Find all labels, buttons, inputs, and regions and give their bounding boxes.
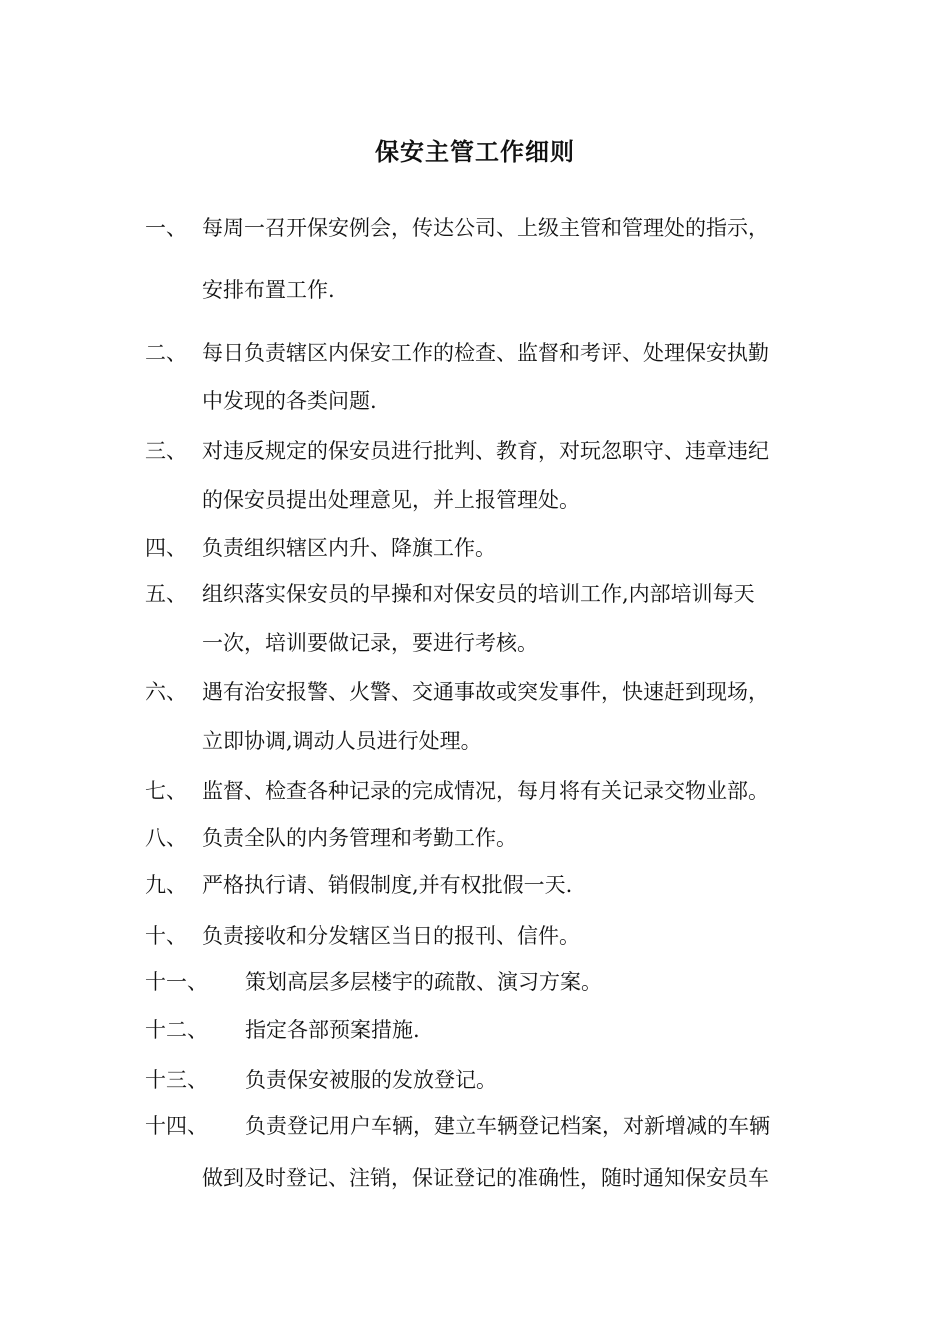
item-number: 二、 — [145, 341, 187, 365]
item-number: 十四、 — [145, 1114, 208, 1138]
item-text-line: 组织落实保安员的早操和对保安员的培训工作,内部培训每天 — [202, 582, 755, 606]
item-number: 六、 — [145, 680, 187, 704]
item-text-line: 做到及时登记、注销，保证登记的准确性，随时通知保安员车 — [202, 1166, 769, 1190]
item-text-line: 负责保安被服的发放登记。 — [245, 1068, 497, 1092]
item-number: 十三、 — [145, 1068, 208, 1092]
item-text-line: 负责全队的内务管理和考勤工作。 — [202, 826, 517, 850]
item-text-line: 对违反规定的保安员进行批判、教育，对玩忽职守、违章违纪 — [202, 439, 769, 463]
item-number: 三、 — [145, 439, 187, 463]
item-text-line: 监督、检查各种记录的完成情况，每月将有关记录交物业部。 — [202, 779, 769, 803]
item-number: 五、 — [145, 582, 187, 606]
item-text-line: 严格执行请、销假制度,并有权批假一天. — [202, 873, 573, 897]
item-text-line: 立即协调,调动人员进行处理。 — [202, 729, 482, 753]
item-text-line: 一次，培训要做记录，要进行考核。 — [202, 631, 538, 655]
item-number: 八、 — [145, 826, 187, 850]
page-title: 保安主管工作细则 — [375, 137, 575, 166]
item-text-line: 负责组织辖区内升、降旗工作。 — [202, 536, 496, 560]
item-text-line: 的保安员提出处理意见，并上报管理处。 — [202, 488, 580, 512]
item-text-line: 安排布置工作. — [202, 278, 335, 302]
item-number: 七、 — [145, 779, 187, 803]
item-number: 十一、 — [145, 970, 208, 994]
item-text-line: 负责接收和分发辖区当日的报刊、信件。 — [202, 924, 580, 948]
item-number: 十、 — [145, 924, 187, 948]
item-text-line: 遇有治安报警、火警、交通事故或突发事件，快速赶到现场， — [202, 680, 769, 704]
item-number: 十二、 — [145, 1018, 208, 1042]
item-text-line: 负责登记用户车辆，建立车辆登记档案，对新增减的车辆 — [245, 1114, 770, 1138]
item-text-line: 每日负责辖区内保安工作的检查、监督和考评、处理保安执勤 — [202, 341, 769, 365]
item-text-line: 策划高层多层楼宇的疏散、演习方案。 — [245, 970, 602, 994]
item-number: 四、 — [145, 536, 187, 560]
item-text-line: 每周一召开保安例会，传达公司、上级主管和管理处的指示， — [202, 216, 769, 240]
item-number: 九、 — [145, 873, 187, 897]
item-number: 一、 — [145, 216, 187, 240]
item-text-line: 指定各部预案措施. — [245, 1018, 420, 1042]
item-text-line: 中发现的各类问题. — [202, 389, 377, 413]
